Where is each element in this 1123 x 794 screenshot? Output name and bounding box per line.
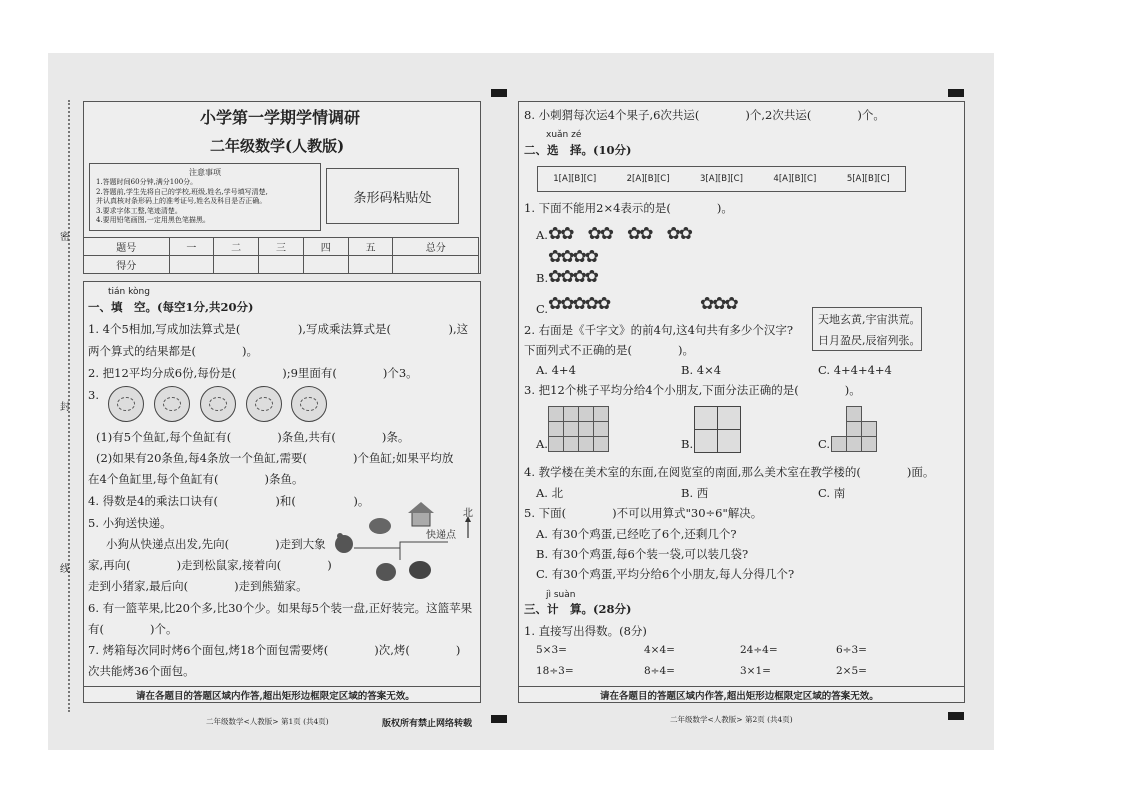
question-text: 8. 小刺猬每次运4个果子,6次共运( )个,2次共运( )个。 [524,108,885,122]
option-label: C. [818,437,831,451]
pig-icon [369,518,391,534]
delivery-point-label: 快递点 [426,530,456,541]
score-cell[interactable] [169,256,214,274]
fish-bowl-icon [291,386,327,422]
question-text: 在4个鱼缸里,每个鱼缸有( )条鱼。 [88,472,304,486]
pinyin: tián kòng [108,287,150,297]
fish-bowl-icon [108,386,144,422]
question-text: 1. 下面不能用2×4表示的是( )。 [524,201,733,215]
alignment-mark [948,712,964,720]
section-heading: 二、选 择。(10分) [524,143,632,157]
binding-label: 封 [60,402,70,413]
option-text: B. 有30个鸡蛋,每6个装一袋,可以装几袋? [536,547,749,561]
poem-line: 日月盈昃,辰宿列张。 [818,334,921,347]
squirrel-icon [376,563,396,581]
question-text: 6. 有一篮苹果,比20个多,比30个少。如果每5个装一盘,正好装完。这篮苹果 [88,601,473,615]
score-cell[interactable] [393,256,479,274]
alignment-mark [948,89,964,97]
question-text: 5. 下面( )不可以用算式"30÷6"解决。 [524,506,763,520]
instruction-line: 3.要求字体工整,笔迹清楚。 [96,206,182,215]
answer-choice[interactable]: 3[A][B][C] [700,174,743,184]
calc-item: 6÷3= [836,644,867,656]
flower-group-icon: ✿✿✿✿ [548,267,597,287]
question-text: 1. 直接写出得数。(8分) [524,624,647,638]
option-text: A. 4+4 [536,363,576,377]
score-header: 五 [348,238,393,256]
question-text: 1. 4个5相加,写成加法算式是( ),写成乘法算式是( ),这 [88,322,469,336]
score-header: 二 [214,238,259,256]
question-text: 4. 教学楼在美术室的东面,在阅览室的南面,那么美术室在教学楼的( )面。 [524,465,935,479]
question-text: (2)如果有20条鱼,每4条放一个鱼缸,需要( )个鱼缸;如果平均放 [96,451,454,465]
binding-label: 线 [60,564,70,575]
instruction-line: 4.要用铅笔画图,一定用黑色笔描黑。 [96,216,210,224]
calc-item: 5×3= [536,644,567,656]
section-heading: 一、填 空。(每空1分,共20分) [88,300,254,314]
instruction-line: 2.答题前,学生先将自己的学校,班级,姓名,学号填写清楚, [96,187,268,196]
question-text: 2. 右面是《千字文》的前4句,这4句共有多少个汉字? [524,323,794,337]
page-number: 二年级数学<人教版> 第2页 (共4页) [670,715,793,724]
option-label: A. [536,228,548,242]
copyright-notice: 版权所有禁止网络转载 [382,719,473,729]
score-header: 四 [303,238,348,256]
question-text: 下面列式不正确的是( )。 [524,343,694,357]
footer-notice: 请在各题目的答题区域内作答,超出矩形边框限定区域的答案无效。 [136,691,415,702]
question-text: 走到小猪家,最后向( )走到熊猫家。 [88,579,308,593]
answer-choice[interactable]: 1[A][B][C] [553,174,597,184]
instructions-title: 注意事项 [189,168,221,177]
north-label: 北 [463,508,473,519]
instruction-line: 1.答题时间60分钟,满分100分。 [96,178,198,186]
option-text: C. 4+4+4+4 [818,363,892,377]
answer-choice[interactable]: 2[A][B][C] [626,174,670,184]
question-text: 3. [88,388,99,402]
footer-notice: 请在各题目的答题区域内作答,超出矩形边框限定区域的答案无效。 [600,691,879,702]
question-text: 7. 烤箱每次同时烤6个面包,烤18个面包需要烤( )次,烤( ) [88,643,461,657]
question-text: 3. 把12个桃子平均分给4个小朋友,下面分法正确的是( )。 [524,383,861,397]
exam-title: 小学第一学期学情调研 [200,108,361,127]
binding-label: 密 [60,232,70,243]
delivery-map [328,500,478,590]
fish-bowl-icon [154,386,190,422]
option-label: B. [536,271,549,285]
alignment-mark [491,715,507,723]
fish-bowl-icon [246,386,282,422]
score-header: 题号 [84,238,170,256]
score-table [83,237,479,274]
score-header: 一 [169,238,214,256]
section-heading: 三、计 算。(28分) [524,602,632,616]
question-text: 4. 得数是4的乘法口诀有( )和( )。 [88,494,370,508]
poem-box [812,307,922,351]
calc-item: 4×4= [644,644,675,656]
answer-choice[interactable]: 4[A][B][C] [773,174,817,184]
option-label: C. [536,302,549,316]
question-text: 2. 把12平均分成6份,每份是( );9里面有( )个3。 [88,366,418,380]
question-text: (1)有5个鱼缸,每个鱼缸有( )条鱼,共有( )条。 [96,430,410,444]
score-cell[interactable] [303,256,348,274]
option-text: B. 西 [681,486,709,500]
question-text: 次共能烤36个面包。 [88,664,195,678]
score-cell[interactable] [348,256,393,274]
answer-choice[interactable]: 5[A][B][C] [846,174,890,184]
option-text: B. 4×4 [681,363,722,377]
answer-sheet-row [537,166,906,192]
option-text: A. 北 [536,486,564,500]
calc-item: 3×1= [740,665,771,677]
instructions-box [89,163,321,231]
calc-item: 18÷3= [536,665,574,677]
option-label: A. [536,437,548,451]
question-text: 小狗从快递点出发,先向( )走到大象 [106,537,326,551]
flower-group-icon: ✿✿✿✿ [548,247,597,267]
pinyin: xuǎn zé [546,130,582,140]
barcode-area: 条形码粘贴处 [326,168,459,224]
question-text: 两个算式的结果都是( )。 [88,344,258,358]
alignment-mark [491,89,507,97]
calc-item: 2×5= [836,665,867,677]
instruction-line: 并认真核对条形码上的准考证号,姓名及科目是否正确。 [96,197,267,205]
option-text: A. 有30个鸡蛋,已经吃了6个,还剩几个? [536,527,737,541]
question-text: 家,再向( )走到松鼠家,接着向( ) [88,558,332,572]
pinyin: jì suàn [546,590,576,600]
flower-group-icon: ✿✿ ✿✿ ✿✿ ✿✿ [548,224,691,244]
calc-item: 24÷4= [740,644,778,656]
flower-group-icon: ✿✿✿ [700,294,737,314]
house-icon [408,502,434,526]
score-header: 三 [259,238,304,256]
poem-line: 天地玄黄,宇宙洪荒。 [818,313,921,326]
exam-subtitle: 二年级数学(人教版) [210,137,345,155]
score-header: 总分 [393,238,479,256]
elephant-icon [335,533,353,553]
score-cell[interactable] [259,256,304,274]
flower-group-icon: ✿✿✿✿✿ [548,294,610,314]
page-number: 二年级数学<人教版> 第1页 (共4页) [206,717,329,726]
calc-item: 8÷4= [644,665,675,677]
question-text: 有( )个。 [88,622,178,636]
fish-bowl-icon [200,386,236,422]
bear-icon [409,561,431,579]
question-text: 5. 小狗送快递。 [88,516,172,530]
option-text: C. 南 [818,486,846,500]
option-label: B. [681,437,694,451]
score-cell[interactable] [214,256,259,274]
option-text: C. 有30个鸡蛋,平均分给6个小朋友,每人分得几个? [536,567,795,581]
score-row-label: 得分 [84,256,170,274]
